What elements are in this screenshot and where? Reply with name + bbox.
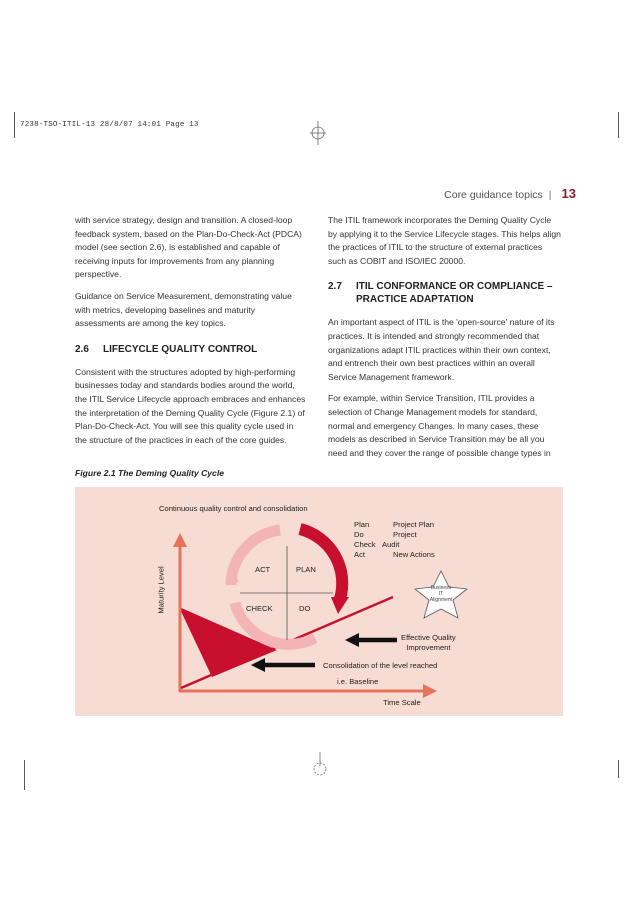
consolidation-arrowhead	[251, 658, 265, 672]
legend-row-check	[354, 540, 435, 550]
consolidation-label: Consolidation of the level reached	[323, 661, 438, 670]
x-axis-arrowhead	[423, 684, 437, 698]
star-line-3: Alignment	[429, 597, 453, 603]
legend-desc: Project Plan	[393, 520, 434, 529]
legend-desc: New Actions	[393, 550, 435, 559]
effective-quality-arrowhead	[345, 633, 359, 647]
print-slug: 7238-TSO-ITIL-13 28/8/07 14:01 Page 13	[20, 121, 199, 129]
crop-mark-left-top	[14, 112, 15, 138]
paragraph: For example, within Service Transition, ITIL provides a selection of Change Management models for standard, normal and emergency Changes. In many cases, these models as described in Service Transition may be all you need and they cover the range of possible change types in	[328, 393, 551, 458]
crop-mark-right-top	[618, 112, 619, 138]
star-line-2: IT	[438, 591, 444, 597]
legend-row-plan	[354, 520, 435, 530]
running-head	[444, 186, 576, 201]
registration-mark-top	[307, 121, 329, 145]
baseline-label: i.e. Baseline	[337, 677, 379, 686]
running-head-separator: |	[548, 189, 552, 201]
crop-mark-right-bottom	[618, 760, 619, 778]
section-heading-2-6	[75, 343, 307, 356]
page-number: 13	[561, 186, 576, 201]
section-number: 2.6	[75, 343, 89, 355]
figure-caption: Figure 2.1 The Deming Quality Cycle	[75, 468, 224, 478]
top-label: Continuous quality control and consolidation	[159, 504, 308, 513]
running-head-label: Core guidance topics	[444, 189, 543, 201]
legend-desc: Project	[393, 530, 417, 539]
paragraph: Guidance on Service Measurement, demonstrating value with metrics, developing baselines and maturity assessments are among the key topics.	[75, 290, 292, 329]
pdca-do-label: DO	[299, 604, 311, 613]
effective-quality-line-1: Effective Quality	[401, 633, 456, 642]
pdca-plan-label: PLAN	[296, 565, 316, 574]
x-axis-label: Time Scale	[383, 698, 421, 707]
section-title: ITIL CONFORMANCE OR COMPLIANCE – PRACTICE ADAPTATION	[356, 281, 553, 306]
y-axis-arrowhead	[173, 533, 187, 547]
paragraph: An important aspect of ITIL is the 'open-source' nature of its practices. It is intended and strongly recommended that organizations adapt ITIL practices within their own context, and entrench their own best practices within an overall Service Management framework.	[328, 317, 555, 382]
legend-term: Do	[354, 530, 364, 539]
pdca-act-label: ACT	[255, 565, 271, 574]
effective-quality-line-2: Improvement	[406, 643, 451, 652]
legend-term: Plan	[354, 520, 370, 529]
legend-desc: Audit	[382, 540, 400, 549]
legend-term: Act	[354, 550, 365, 559]
star-label	[421, 585, 461, 603]
deming-cycle-diagram	[75, 487, 563, 716]
legend-term: Check	[354, 540, 376, 549]
crop-mark-left-bottom	[24, 760, 25, 790]
effective-quality-label	[401, 633, 456, 653]
left-column	[75, 214, 307, 455]
pdca-legend	[354, 520, 435, 560]
section-title: LIFECYCLE QUALITY CONTROL	[103, 343, 258, 355]
deming-cycle-figure	[75, 487, 563, 716]
paragraph: with service strategy, design and transition. A closed-loop feedback system, based on the Plan-Do-Check-Act (PDCA) model (see section 2.6), is established and capable of receiving inputs for improvements from any planning perspective.	[75, 215, 302, 280]
section-number: 2.7	[328, 281, 342, 293]
paragraph: Consistent with the structures adopted by high-performing businesses today and standards bodies around the world, the ITIL Service Lifecycle approach embraces and enhances the interpretation of the Deming Quality Cycle (Figure 2.1) of Plan-Do-Check-Act. You will see this quality cycle used in the structure of the practices in each of the core guides.	[75, 366, 306, 445]
section-heading-2-7	[328, 280, 562, 306]
paragraph: The ITIL framework incorporates the Deming Quality Cycle by applying it to the Service Lifecycle stages. This helps align the practices of ITIL to the structure of external practices such as COBIT and ISO/IEC 20000.	[328, 215, 561, 266]
legend-row-do	[354, 530, 435, 540]
registration-mark-bottom	[309, 752, 331, 782]
pdca-wheel	[225, 529, 349, 644]
right-column	[328, 214, 562, 468]
legend-row-act	[354, 550, 435, 560]
y-axis-label: Maturity Level	[156, 566, 166, 614]
pdca-check-label: CHECK	[246, 604, 273, 613]
star-line-1: Business	[430, 585, 452, 591]
